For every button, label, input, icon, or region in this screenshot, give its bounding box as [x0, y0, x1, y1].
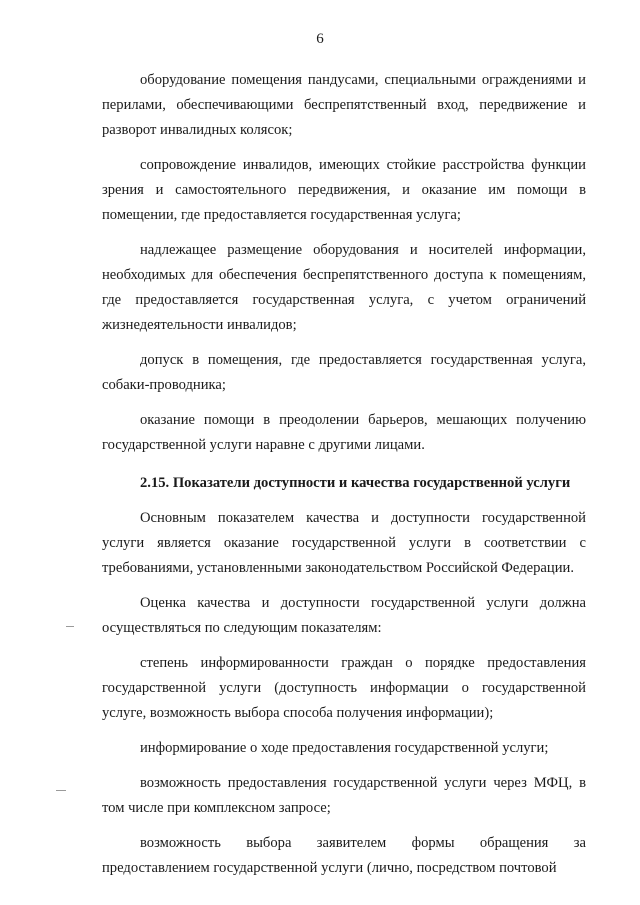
document-body — [102, 68, 586, 881]
scan-mark-top — [66, 626, 74, 627]
scan-mark-bottom — [56, 790, 66, 791]
paragraph-equipment-placement: надлежащее размещение оборудования и носителей информации, необходимых для обеспечения беспрепятственного доступа к помещениям, где предоставляется государственная услуга, с учетом ограничений жизнедеятельности инвалидов; — [102, 242, 586, 333]
paragraph-ramps: оборудование помещения пандусами, специальными ограждениями и перилами, обеспечивающими беспрепятственный вход, передвижение и разворот инвалидных колясок; — [102, 72, 586, 138]
paragraph-progress-info: информирование о ходе предоставления государственной услуги; — [140, 740, 549, 756]
paragraph-barriers-help: оказание помощи в преодолении барьеров, мешающих получению государственной услуги наравне с другими лицами. — [102, 412, 586, 453]
paragraph-request-form: возможность выбора заявителем формы обращения за предоставлением государственной услуги (лично, посредством почтовой — [102, 835, 586, 876]
page-number: 6 — [316, 31, 324, 47]
paragraph-mfc: возможность предоставления государственной услуги через МФЦ, в том числе при комплексном запросе; — [102, 775, 586, 816]
paragraph-quality-assessment: Оценка качества и доступности государственной услуги должна осуществляться по следующим показателям: — [102, 595, 586, 636]
paragraph-main-indicator: Основным показателем качества и доступности государственной услуги является оказание государственной услуги в соответствии с требованиями, установленными законодательством Российской Федерации. — [102, 510, 586, 576]
paragraph-awareness: степень информированности граждан о порядке предоставления государственной услуги (доступность информации о государственной услуге, возможность выбора способа получения информации); — [102, 655, 586, 721]
section-heading: 2.15. Показатели доступности и качества государственной услуги — [140, 475, 571, 491]
paragraph-escort: сопровождение инвалидов, имеющих стойкие расстройства функции зрения и самостоятельного передвижения, и оказание им помощи в помещении, где предоставляется государственная услуга; — [102, 157, 586, 223]
paragraph-guide-dog: допуск в помещения, где предоставляется государственная услуга, собаки-проводника; — [102, 352, 586, 393]
